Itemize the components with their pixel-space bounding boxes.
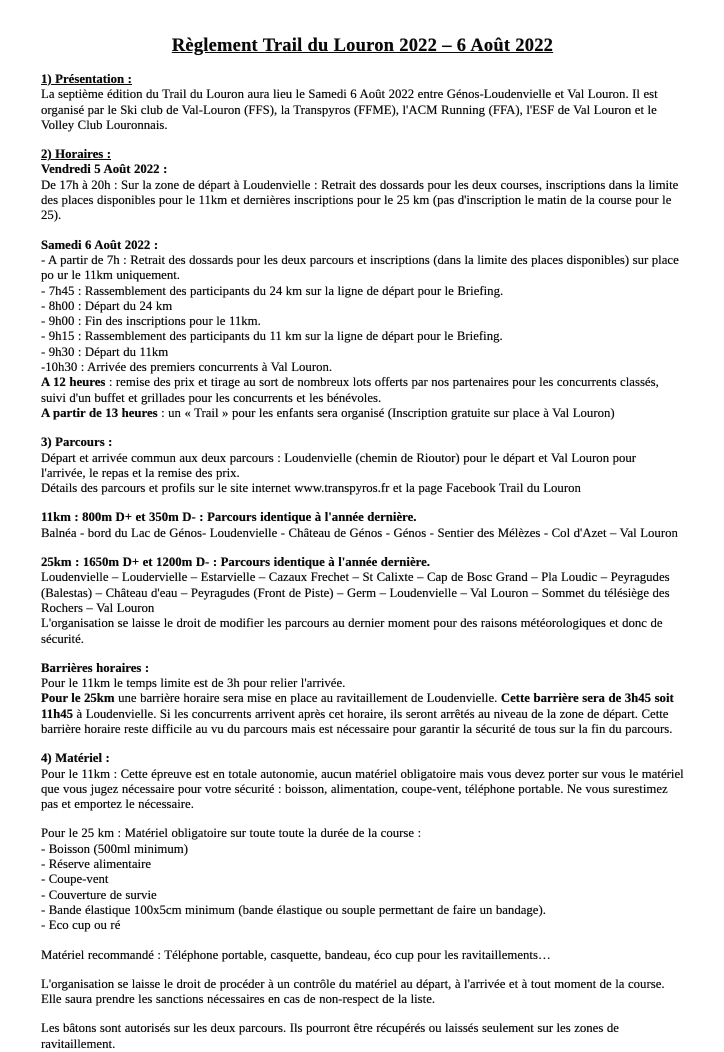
line-7h45-text: - 7h45 : Rassemblement des participants du 24 km sur la ligne de départ pour le Briefing. xyxy=(41,283,504,298)
line-vendredi-text: Vendredi 5 Août 2022 : xyxy=(41,162,168,177)
item-bande-elastique xyxy=(41,903,684,918)
item-coupe-vent xyxy=(41,872,684,887)
para-presentation-text: La septième édition du Trail du Louron aura lieu le Samedi 6 Août 2022 entre Génos-Loudenvielle et Val Louron. Il est organisé par le Ski club de Val-Louron (FFS), la Transpyros (FFME), l'ACM Running (FFA), l'ESF de Val Louron et le Volley Club Louronnais. xyxy=(41,87,658,132)
line-9h15-text: - 9h15 : Rassemblement des participants du 11 km sur la ligne de départ pour le Briefing. xyxy=(41,329,503,344)
line-13-heures-text: A partir de 13 heures xyxy=(41,405,158,420)
line-9h30-text: - 9h30 : Départ du 11km xyxy=(41,344,169,359)
heading-materiel xyxy=(41,751,684,766)
item-reserve-alimentaire-text: - Réserve alimentaire xyxy=(41,857,152,872)
line-samedi-text: Samedi 6 Août 2022 : xyxy=(41,237,159,252)
para-25km-barriere-text: à Loudenvielle. Si les concurrents arrivent après cet horaire, ils seront arrêtés au niveau de la zone de départ. Cette barrière horaire reste difficile au vu du parcours mais est nécessaire pour garantir la sécurité de tous sur la fin du parcours. xyxy=(41,706,673,736)
line-13-heures xyxy=(41,406,684,421)
para-vendredi-details xyxy=(41,178,684,224)
heading-parcours-text: 3) Parcours : xyxy=(41,435,113,450)
line-11km-route xyxy=(41,526,684,541)
para-25km-route-text: Loudenvielle – Loudervielle – Estarvielle – Cazaux Frechet – St Calixte – Cap de Bosc Grand – Pla Loudic – Peyragudes (Balestas) – Château d'eau – Peyragudes (Front de Piste) – Germ – Loudenvielle – Val Louron – Sommet du télésiège des Rochers – Val Louron xyxy=(41,570,670,615)
heading-barrieres-text: Barrières horaires : xyxy=(41,660,150,675)
line-11km-limite-text: Pour le 11km le temps limite est de 3h pour relier l'arrivée. xyxy=(41,676,346,691)
item-eco-cup xyxy=(41,918,684,933)
item-reserve-alimentaire xyxy=(41,857,684,872)
para-batons xyxy=(41,1021,684,1052)
para-vendredi-details-text: De 17h à 20h : Sur la zone de départ à Loudenvielle : Retrait des dossards pour les deux courses, inscriptions dans la limite des places disponibles pour le 11km et dernières inscriptions pour le 25 km (pas d'inscription le matin de la course pour le 25). xyxy=(41,177,679,223)
para-25km-barriere-text: Cette barrière sera de 3h45 soit 11h45 xyxy=(41,691,674,721)
line-9h30 xyxy=(41,345,684,360)
para-controle-materiel xyxy=(41,977,684,1008)
para-12-heures-text: : remise des prix et tirage au sort de nombreux lots offerts par nos partenaires pour les concurrents classés, suivi d'un buffet et grillades pour les concurrents et les bénévoles. xyxy=(41,375,659,405)
heading-presentation-text: 1) Présentation : xyxy=(41,72,132,86)
line-7h45 xyxy=(41,284,684,299)
para-12-heures-text: A 12 heures xyxy=(41,375,106,390)
heading-presentation xyxy=(41,72,684,87)
para-depart-arrivee xyxy=(41,451,684,482)
line-vendredi xyxy=(41,162,684,177)
line-9h00 xyxy=(41,314,684,329)
line-11km-route-text: Balnéa - bord du Lac de Génos- Loudenvielle - Château de Génos - Génos - Sentier des Mélèzes - Col d'Azet – Val Louron xyxy=(41,525,678,540)
line-11km-denivele xyxy=(41,510,684,525)
para-25km-barriere xyxy=(41,691,684,737)
line-modification-parcours-text: L'organisation se laisse le droit de modifier les parcours au dernier moment pour des raisons météorologiques et donc de sécurité. xyxy=(41,616,663,646)
line-10h30 xyxy=(41,360,684,375)
para-materiel-11km xyxy=(41,767,684,813)
item-couverture-survie xyxy=(41,888,684,903)
line-13-heures-text: : un « Trail » pour les enfants sera organisé (Inscription gratuite sur place à Val Louron) xyxy=(157,405,615,420)
para-7h-inscriptions xyxy=(41,253,684,284)
line-8h00-text: - 8h00 : Départ du 24 km xyxy=(41,298,173,313)
item-boisson-text: - Boisson (500ml minimum) xyxy=(41,841,189,856)
heading-horaires-text: 2) Horaires : xyxy=(41,147,112,162)
line-modification-parcours xyxy=(41,616,684,647)
doc-title xyxy=(41,34,684,59)
line-8h00 xyxy=(41,299,684,314)
item-eco-cup-text: - Eco cup ou ré xyxy=(41,918,121,933)
item-boisson xyxy=(41,842,684,857)
para-presentation xyxy=(41,87,684,133)
para-7h-inscriptions-text: - A partir de 7h : Retrait des dossards pour les deux parcours et inscriptions (dans la limite des places disponibles) sur place po ur le 11km uniquement. xyxy=(41,252,679,283)
item-couverture-survie-text: - Couverture de survie xyxy=(41,887,157,902)
heading-materiel-text: 4) Matériel : xyxy=(41,751,110,766)
line-10h30-text: -10h30 : Arrivée des premiers concurrents à Val Louron. xyxy=(41,360,333,375)
heading-horaires xyxy=(41,147,684,162)
doc-title-text: Règlement Trail du Louron 2022 – 6 Août 2022 xyxy=(171,36,554,56)
item-coupe-vent-text: - Coupe-vent xyxy=(41,872,109,887)
para-batons-text: Les bâtons sont autorisés sur les deux parcours. Ils pourront être récupérés ou laissés seulement sur les zones de ravitaillement. xyxy=(41,1021,619,1051)
line-samedi xyxy=(41,238,684,253)
line-details-site xyxy=(41,481,684,496)
line-materiel-25km-text: Pour le 25 km : Matériel obligatoire sur toute toute la durée de la course : xyxy=(41,826,422,841)
para-25km-barriere-text: une barrière horaire sera mise en place au ravitaillement de Loudenvielle. xyxy=(114,691,501,706)
line-9h15 xyxy=(41,329,684,344)
line-materiel-recommande-text: Matériel recommandé : Téléphone portable, casquette, bandeau, éco cup pour les ravitaillements… xyxy=(41,947,551,962)
heading-parcours xyxy=(41,435,684,450)
para-25km-barriere-text: Pour le 25km xyxy=(41,691,115,706)
para-materiel-11km-text: Pour le 11km : Cette épreuve est en totale autonomie, aucun matériel obligatoire mais vous devez porter sur vous le matériel que vous jugez nécessaire pour votre sécurité : boisson, alimentation, coupe-vent, téléphone portable. Ne vous surestimez pas et emportez le nécessaire. xyxy=(41,766,684,812)
line-25km-denivele xyxy=(41,555,684,570)
line-materiel-25km xyxy=(41,826,684,841)
line-25km-denivele-text: 25km : 1650m D+ et 1200m D- : Parcours identique à l'année dernière. xyxy=(41,555,430,570)
heading-barrieres xyxy=(41,661,684,676)
item-bande-elastique-text: - Bande élastique 100x5cm minimum (bande élastique ou souple permettant de faire un bandage). xyxy=(41,902,546,917)
line-9h00-text: - 9h00 : Fin des inscriptions pour le 11km. xyxy=(41,314,261,329)
para-25km-route xyxy=(41,570,684,616)
para-controle-materiel-text: L'organisation se laisse le droit de procéder à un contrôle du matériel au départ, à l'arrivée et à tout moment de la course. Elle saura prendre les sanctions nécessaires en cas de non-respect de la liste. xyxy=(41,976,665,1007)
line-11km-limite xyxy=(41,676,684,691)
line-details-site-text: Détails des parcours et profils sur le site internet www.transpyros.fr et la page Facebook Trail du Louron xyxy=(41,481,581,496)
para-12-heures xyxy=(41,375,684,406)
line-11km-denivele-text: 11km : 800m D+ et 350m D- : Parcours identique à l'année dernière. xyxy=(41,510,417,525)
line-materiel-recommande xyxy=(41,948,684,963)
para-depart-arrivee-text: Départ et arrivée commun aux deux parcours : Loudenvielle (chemin de Rioutor) pour le départ et Val Louron pour l'arrivée, le repas et la remise des prix. xyxy=(41,450,637,480)
